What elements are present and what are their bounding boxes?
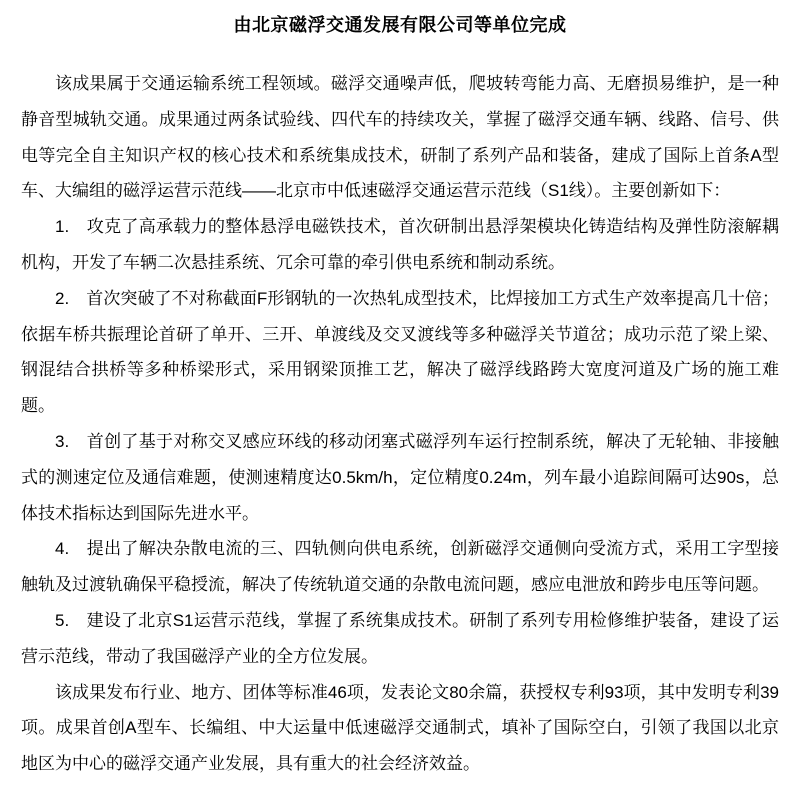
document-body [21,66,779,782]
paragraph-item-5: 5. 建设了北京S1运营示范线，掌握了系统集成技术。研制了系列专用检修维护装备，建设了运营示范线，带动了我国磁浮产业的全方位发展。 [21,610,779,666]
page-title: 由北京磁浮交通发展有限公司等单位完成 [233,15,567,35]
paragraph-item-3: 3. 首创了基于对称交叉感应环线的移动闭塞式磁浮列车运行控制系统，解决了无轮轴、非接触式的测速定位及通信难题，使测速精度达0.5km/h，定位精度0.24m，列车最小追踪间隔可达90s，总体技术指标达到国际先进水平。 [21,431,779,523]
paragraph-item-2: 2. 首次突破了不对称截面F形钢轨的一次热轧成型技术，比焊接加工方式生产效率提高几十倍；依据车桥共振理论首研了单开、三开、单渡线及交叉渡线等多种磁浮关节道岔；成功示范了梁上梁、钢混结合拱桥等多种桥梁形式，采用钢梁顶推工艺，解决了磁浮线路跨大宽度河道及广场的施工难题。 [21,288,779,416]
paragraph-item-4: 4. 提出了解决杂散电流的三、四轨侧向供电系统，创新磁浮交通侧向受流方式，采用工字型接触轨及过渡轨确保平稳授流，解决了传统轨道交通的杂散电流问题，感应电泄放和跨步电压等问题。 [21,539,779,595]
paragraph-intro: 该成果属于交通运输系统工程领域。磁浮交通噪声低，爬坡转弯能力高、无磨损易维护，是一种静音型城轨交通。成果通过两条试验线、四代车的持续攻关，掌握了磁浮交通车辆、线路、信号、供电等完全自主知识产权的核心技术和系统集成技术，研制了系列产品和装备，建成了国际上首条A型车、大编组的磁浮运营示范线——北京市中低速磁浮交通运营示范线（S1线）。主要创新如下： [21,74,779,201]
paragraph-item-1: 1. 攻克了高承载力的整体悬浮电磁铁技术，首次研制出悬浮架模块化铸造结构及弹性防滚解耦机构，开发了车辆二次悬挂系统、冗余可靠的牵引供电系统和制动系统。 [21,217,779,272]
paragraph-conclusion: 该成果发布行业、地方、团体等标准46项，发表论文80余篇，获授权专利93项，其中发明专利39项。成果首创A型车、长编组、中大运量中低速磁浮交通制式，填补了国际空白，引领了我国以北京地区为中心的磁浮交通产业发展，具有重大的社会经济效益。 [21,682,779,774]
